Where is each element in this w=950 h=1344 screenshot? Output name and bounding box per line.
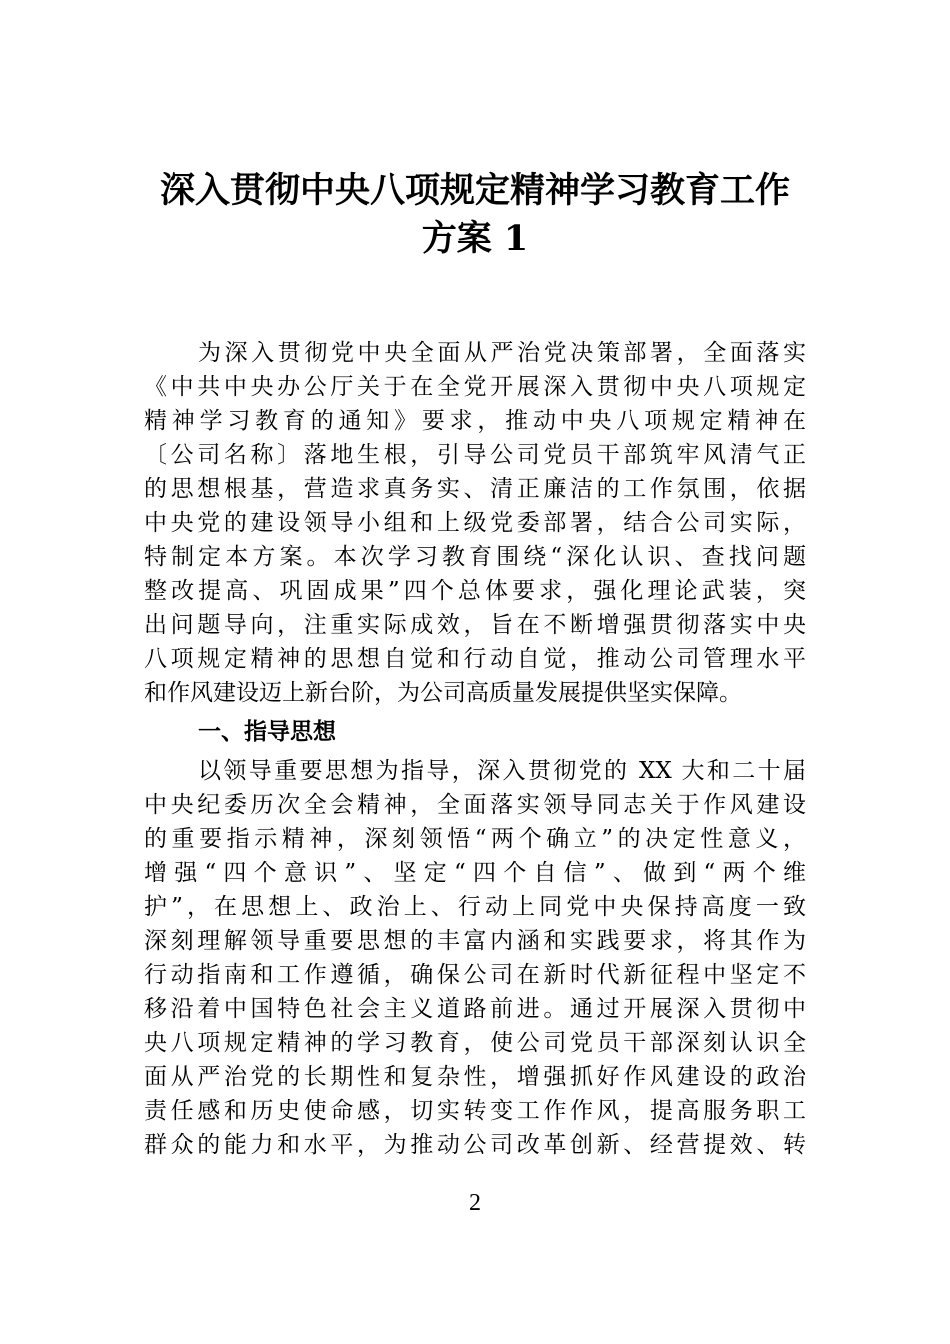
- text-line: 出问题导向，注重实际成效，旨在不断增强贯彻落实中央: [144, 612, 806, 638]
- text-line: 责任感和历史使命感，切实转变工作作风，提高服务职工: [144, 1098, 806, 1124]
- text-line: 〔公司名称〕落地生根，引导公司党员干部筑牢风清气正: [144, 442, 806, 468]
- text-line: 和作风建设迈上新台阶，为公司高质量发展提供坚实保障。: [144, 680, 742, 706]
- text-line: 八项规定精神的思想自觉和行动自觉，推动公司管理水平: [144, 646, 806, 672]
- text-line: 行动指南和工作遵循，确保公司在新时代新征程中坚定不: [144, 962, 806, 988]
- page-number: 2: [469, 1190, 481, 1216]
- text-line: 中央党的建设领导小组和上级党委部署，结合公司实际，: [144, 510, 806, 536]
- text-line: 的重要指示精神，深刻领悟“两个确立”的决定性意义，: [144, 826, 806, 852]
- text-line: 深刻理解领导重要思想的丰富内涵和实践要求，将其作为: [144, 928, 806, 954]
- text-line: 移沿着中国特色社会主义道路前进。通过开展深入贯彻中: [144, 996, 806, 1022]
- text-line: 面从严治党的长期性和复杂性，增强抓好作风建设的政治: [144, 1064, 806, 1090]
- text-line: 特制定本方案。本次学习教育围绕“深化认识、查找问题: [144, 544, 806, 570]
- text-line: 央八项规定精神的学习教育，使公司党员干部深刻认识全: [144, 1030, 806, 1056]
- text-line: 为深入贯彻党中央全面从严治党决策部署，全面落实: [198, 340, 806, 366]
- text-line: 增强“四个意识”、坚定“四个自信”、做到“两个维: [144, 860, 806, 886]
- text-line: 精神学习教育的通知》要求，推动中央八项规定精神在: [144, 408, 806, 434]
- section-heading-guiding-ideology: 一、指导思想: [198, 719, 336, 745]
- text-line: 以领导重要思想为指导，深入贯彻党的 XX 大和二十届: [198, 758, 806, 784]
- text-line: 中央纪委历次全会精神，全面落实领导同志关于作风建设: [144, 792, 806, 818]
- document-title-line-1: 深入贯彻中央八项规定精神学习教育工作: [159, 170, 790, 211]
- text-line: 群众的能力和水平，为推动公司改革创新、经营提效、转: [144, 1132, 806, 1158]
- document-title-line-2: 方案 1: [421, 218, 529, 259]
- text-line: 护”，在思想上、政治上、行动上同党中央保持高度一致: [144, 894, 806, 920]
- text-line: 整改提高、巩固成果”四个总体要求，强化理论武装，突: [144, 578, 806, 604]
- text-line: 的思想根基，营造求真务实、清正廉洁的工作氛围，依据: [144, 476, 806, 502]
- text-line: 《中共中央办公厅关于在全党开展深入贯彻中央八项规定: [144, 374, 806, 400]
